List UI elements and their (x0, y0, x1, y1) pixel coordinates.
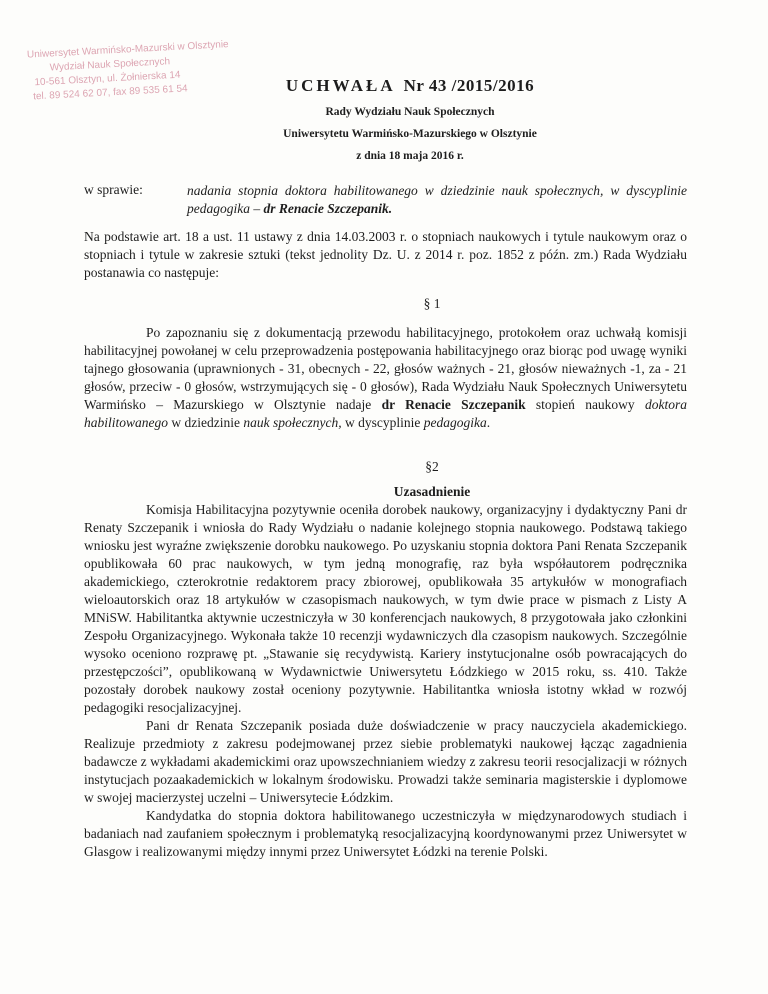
section-1-body: Po zapoznaniu się z dokumentacją przewodu habilitacyjnego, protokołem oraz uchwałą komisji habilitacyjnej powołanej w celu przeprowadzenia postępowania habilitacyjnego oraz biorąc pod uwagę wyniki tajnego głosowania (uprawnionych - 31, obecnych - 22, głosów ważnych - 21, głosów nieważnych -1, za - 21 głosów, przeciw - 0 głosów, wstrzymujących się - 0 głosów), Rada Wydziału Nauk Społecznych Uniwersytetu Warmińsko – Mazurskiego w Olsztynie nadaje (84, 325, 687, 412)
subject-candidate-name: dr Renacie Szczepanik. (263, 201, 393, 216)
stamp-line: Uniwersytet Warmińsko-Mazurski w Olsztynie (26, 39, 229, 61)
title-word: UCHWAŁA (285, 76, 396, 95)
stamp-line: tel. 89 524 62 07, fax 89 535 61 54 (32, 83, 188, 103)
justification-heading: Uzasadnienie (393, 484, 471, 499)
justification-body (84, 501, 687, 861)
justification-paragraph: Kandydatka do stopnia doktora habilitowanego uczestniczyła w międzynarodowych studiach i badaniach nad zaufaniem społecznym i problematyką resocjalizacyjną koordynowanymi przez Uniwersytet w Glasgow i realizowanymi między innymi przez Uniwersytet Łódzki na terenie Polski. (84, 808, 687, 859)
resolution-date: z dnia 18 maja 2016 r. (356, 150, 464, 162)
stamp-line: Wydział Nauk Społecznych (49, 56, 171, 74)
justification-paragraph: Pani dr Renata Szczepanik posiada duże doświadczenie w pracy nauczyciela akademickiego. Realizuje przedmioty z zakresu podejmowanej przez siebie problematyki naukowej łącząc zagadnienia badawcze z wykładami akademickimi oraz upowszechnianiem wiedzy z zakresu teorii resocjalizacji w różnych instytucjach pozaakademickich w lokalnym środowisku. Prowadzi także seminaria magisterskie i dyplomowe w swojej macierzystej uczelni – Uniwersytecie Łódzkim. (84, 718, 687, 805)
section-1-end: . (486, 415, 491, 430)
field-name: nauk społecznych, (243, 415, 342, 430)
resolution-number: Nr 43 /2015/2016 (403, 76, 535, 95)
legal-basis: Na podstawie art. 18 a ust. 11 ustawy z dnia 14.03.2003 r. o stopniach naukowych i tytule naukowym oraz o stopniach i tytule w zakresie sztuki (tekst jednolity Dz. U. z 2014 r. poz. 1852 z późn. zm.) Rada Wydziału postanawia co następuje: (84, 229, 687, 280)
section-1-text (84, 324, 687, 432)
section-1-connector: w dyscyplinie (341, 415, 424, 430)
section-1-mark: § 1 (423, 296, 441, 311)
subject-text (187, 182, 687, 218)
justification-paragraph: Komisja Habilitacyjna pozytywnie oceniła dorobek naukowy, organizacyjny i dydaktyczny Pani dr Renaty Szczepanik i wniosła do Rady Wydziału o nadanie kolejnego stopnia naukowego. Podstawą takiego wniosku jest wyraźne zwiększenie dorobku naukowego. Po uzyskaniu stopnia doktora Pani Renata Szczepanik opublikowała 60 prac naukowych, w tym jedną monografię, raz była współautorem podręcznika akademickiego, czterokrotnie redaktorem pracy zbiorowej, opublikowała 35 artykułów w monografiach wieloautorskich oraz 18 artykułów w czasopismach naukowych, w tym dwie prace w pismach z Listy A MNiSW. Habilitantka aktywnie uczestniczyła w 30 konferencjach naukowych, 8 przygotowała jako członkini Zespołu Organizacyjnego. Wykonała także 10 recenzji wydawniczych dla czasopism naukowych. Szczególnie wysoko oceniono rozprawę pt. „Stawanie się recydywistą. Kariery instytucjonalne osób powracających do przestępczości”, opublikowaną w Wydawnictwie Uniwersytetu Łódzkiego w 2015 roku, ss. 410. Także pozostały dorobek naukowy został oceniony pozytywnie. Habilitantka wniosła istotny wkład w rozwój pedagogiki resocjalizacyjnej. (84, 502, 687, 715)
section-1-connector: stopień naukowy (525, 397, 645, 412)
degree-name: doktora habilitowanego (84, 397, 687, 430)
section-2-mark: §2 (425, 459, 439, 474)
subject-body: nadania stopnia doktora habilitowanego w dziedzinie nauk społecznych, w dyscyplinie pedagogika – (187, 183, 687, 216)
stamp-line: 10-561 Olsztyn, ul. Żołnierska 14 (34, 69, 181, 89)
subject-label: w sprawie: (84, 182, 143, 197)
candidate-name: dr Renacie Szczepanik (381, 397, 526, 412)
document-title (0, 76, 768, 96)
discipline-name: pedagogika (423, 415, 487, 430)
section-1-connector: w dziedzinie (168, 415, 244, 430)
university-name: Uniwersytetu Warmińsko-Mazurskiego w Olsztynie (283, 128, 537, 140)
council-name: Rady Wydziału Nauk Społecznych (325, 106, 495, 118)
